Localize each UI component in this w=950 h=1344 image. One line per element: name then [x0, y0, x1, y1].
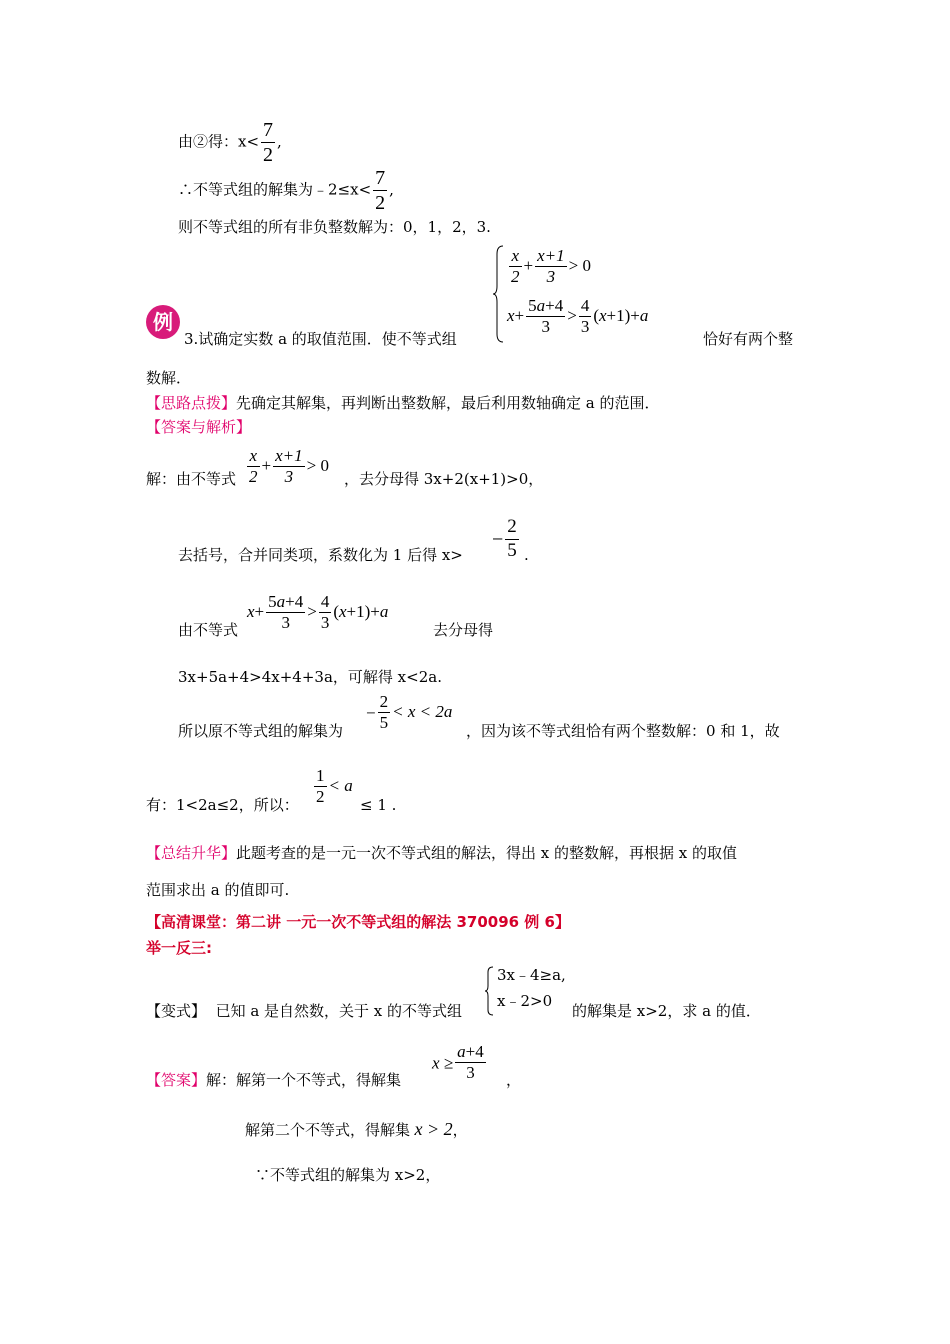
summary-cont: 范围求出 a 的值即可. [146, 881, 290, 899]
solution-5-suffix: ，因为该不等式组恰有两个整数解：0 和 1，故 [466, 722, 780, 740]
example-3-text: 3.试确定实数 a 的取值范围．使不等式组 [184, 330, 457, 348]
hint-line [146, 396, 660, 411]
answer2-suffix: ， [506, 1071, 522, 1089]
summary-label: 【总结升华】 [146, 844, 237, 862]
solution-line-3: 由不等式 [178, 621, 239, 639]
solution-6-suffix: ≤ 1 . [360, 796, 397, 814]
example-3-cont: 数解． [146, 369, 192, 387]
line-nonneg-integers: 则不等式组的所有非负整数解为：0，1，2，3. [178, 218, 491, 236]
denominator: 2 [375, 192, 386, 214]
course-title: 【高清课堂：第二讲 一元一次不等式组的解法 370096 例 6】 [146, 913, 570, 931]
solution-line-5: 所以原不等式组的解集为 [178, 722, 344, 740]
answer3-line: 解第二个不等式，得解集 x > 2， [245, 1119, 468, 1139]
answer4-line: ∵不等式组的解集为 x>2， [255, 1166, 441, 1184]
left-brace-icon [485, 966, 495, 1016]
solution-6-formula: $\frac{1}{2}$ < a [316, 766, 353, 807]
solution-5-formula: − $\frac{2}{5}$ < x < 2a [366, 692, 453, 733]
text: , [277, 132, 282, 151]
text: 解第二个不等式，得解集 [245, 1121, 411, 1139]
text: 由②得：x< [178, 132, 260, 151]
solution-3-suffix: 去分母得 [433, 621, 494, 639]
variant-line [146, 1004, 462, 1019]
text: 解：解第一个不等式，得解集 [206, 1071, 402, 1089]
neg-two-fifths: − $\frac{2}{5}$ [492, 516, 517, 561]
hint-label: 【思路点拨】 [146, 394, 237, 412]
summary-line [146, 846, 737, 861]
solution-1-suffix: ，去分母得 3x+2(x+1)>0， [344, 470, 544, 488]
fraction [373, 166, 387, 215]
answer-label: 【答案与解析】 [146, 418, 252, 436]
system-line-1: 3x﹣4≥a, [497, 966, 566, 984]
solution-line-1 [146, 472, 236, 487]
variant-suffix: 的解集是 x>2，求 a 的值． [572, 1002, 761, 1020]
answer2-label: 【答案】 [146, 1071, 207, 1089]
variant-label: 【变式】 [146, 1002, 207, 1020]
denominator: 2 [263, 144, 274, 166]
solution-line-6: 有：1<2a≤2，所以： [146, 796, 299, 814]
solution-2-suffix: . [524, 546, 529, 564]
solution-1-formula: $\frac{x}{2}$ + $\frac{x+1}{3}$ > 0 [249, 446, 329, 487]
answer2-line [146, 1073, 401, 1088]
solution-3-formula: x+ $\frac{5a+4}{3}$ > $\frac{4}{3}$ (x+1)+a [247, 592, 389, 633]
example-3-suffix: 恰好有两个整 [703, 330, 794, 348]
line-from-2 [178, 118, 282, 167]
solution-line-4: 3x+5a+4>4x+4+3a，可解得 x<2a. [178, 668, 442, 686]
line-solution-set [178, 166, 394, 215]
left-brace-icon [493, 244, 505, 344]
example-badge: 例 [146, 305, 180, 339]
text: 已知 a 是自然数，关于 x 的不等式组 [215, 1002, 463, 1020]
numerator: 7 [263, 119, 274, 141]
text: 此题考查的是一元一次不等式组的解法，得出 x 的整数解，再根据 x 的取值 [236, 844, 738, 862]
fraction [261, 118, 275, 167]
text: ∴不等式组的解集为﹣2≤x< [178, 180, 372, 199]
text: , [389, 180, 394, 199]
answer2-formula: x ≥ $\frac{a+4}{3}$ [432, 1042, 484, 1083]
numerator: 7 [375, 167, 386, 189]
text: 解：由不等式 [146, 470, 237, 488]
system-line-2: x﹣2>0 [497, 992, 553, 1010]
solution-line-2: 去括号，合并同类项，系数化为 1 后得 x> [178, 546, 463, 564]
text: 先确定其解集，再判断出整数解，最后利用数轴确定 a 的范围． [236, 394, 660, 412]
text: ， [452, 1121, 468, 1139]
juyi-heading: 举一反三: [146, 939, 212, 957]
